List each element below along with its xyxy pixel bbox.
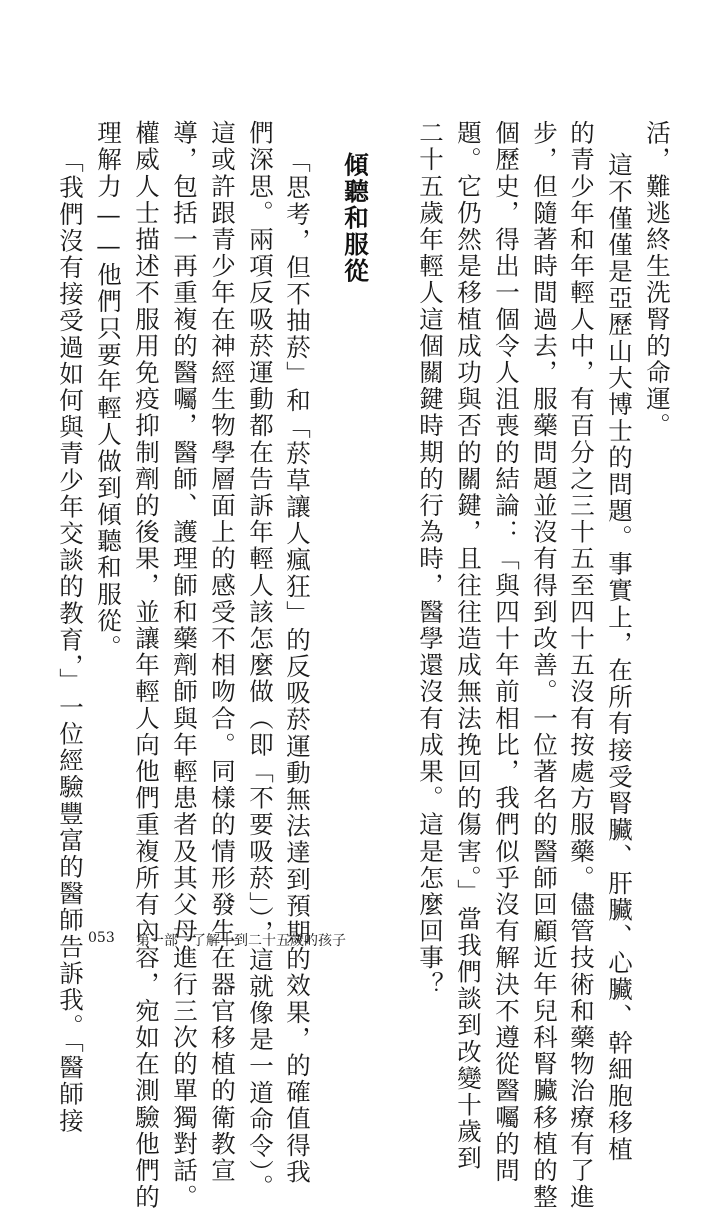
page-number: 053 bbox=[88, 930, 115, 946]
text-column: 們深思。兩項反吸菸運動都在告訴年輕人該怎麼做（即「不要吸菸」），這就像是一道命令）。 bbox=[246, 120, 275, 1201]
text-column: 這不僅僅是亞歷山大博士的問題。事實上，在所有接受腎臟、肝臟、心臟、幹細胞移植 bbox=[605, 152, 634, 1163]
running-footer: 第一部 了解十到二十五歲的孩子 bbox=[136, 933, 346, 949]
text-column: 活，難逃終生洗腎的命運。 bbox=[643, 120, 672, 440]
section-heading: 傾聽和服從 bbox=[341, 152, 370, 285]
text-column: 個歷史，得出一個令人沮喪的結論：「與四十年前相比，我們似乎沒有解決不遵從醫囑的問 bbox=[492, 120, 521, 1184]
text-column: 「我們沒有接受過如何與青少年交談的教育，」一位經驗豐富的醫師告訴我。「醫師接 bbox=[56, 148, 85, 1135]
text-column: 題。它仍然是移植成功與否的關鍵，且往往造成無法挽回的傷害。」當我們談到改變十歲到 bbox=[454, 120, 483, 1172]
text-column: 這或許跟青少年在神經生物學層面上的感受不相吻合。同樣的情形發生在器官移植的衛教宣 bbox=[208, 120, 237, 1184]
text-column: 二十五歲年輕人這個關鍵時期的行為時，醫學還沒有成果。這是怎麼回事？ bbox=[416, 120, 445, 998]
text-column: 「思考，但不抽菸」和「菸草讓人瘋狂」的反吸菸運動無法達到預期的效果，的確值得我 bbox=[283, 148, 312, 1186]
text-column: 權威人士描述不服用免疫抑制劑的後果，並讓年輕人向他們重複所有內容，宛如在測驗他們的 bbox=[132, 120, 161, 1211]
text-column: 導，包括一再重複的醫囑，醫師、護理師和藥劑師與年輕患者及其父母進行三次的單獨對話。 bbox=[170, 120, 199, 1211]
text-column: 理解力——他們只要年輕人做到傾聽和服從。 bbox=[94, 120, 123, 661]
text-column: 步，但隨著時間過去，服藥問題並沒有得到改善。一位著名的醫師回顧近年兒科腎臟移植的整 bbox=[530, 120, 559, 1211]
text-column: 的青少年和年輕人中，有百分之三十五至四十五沒有按處方服藥。儘管技術和藥物治療有了進 bbox=[567, 120, 596, 1211]
